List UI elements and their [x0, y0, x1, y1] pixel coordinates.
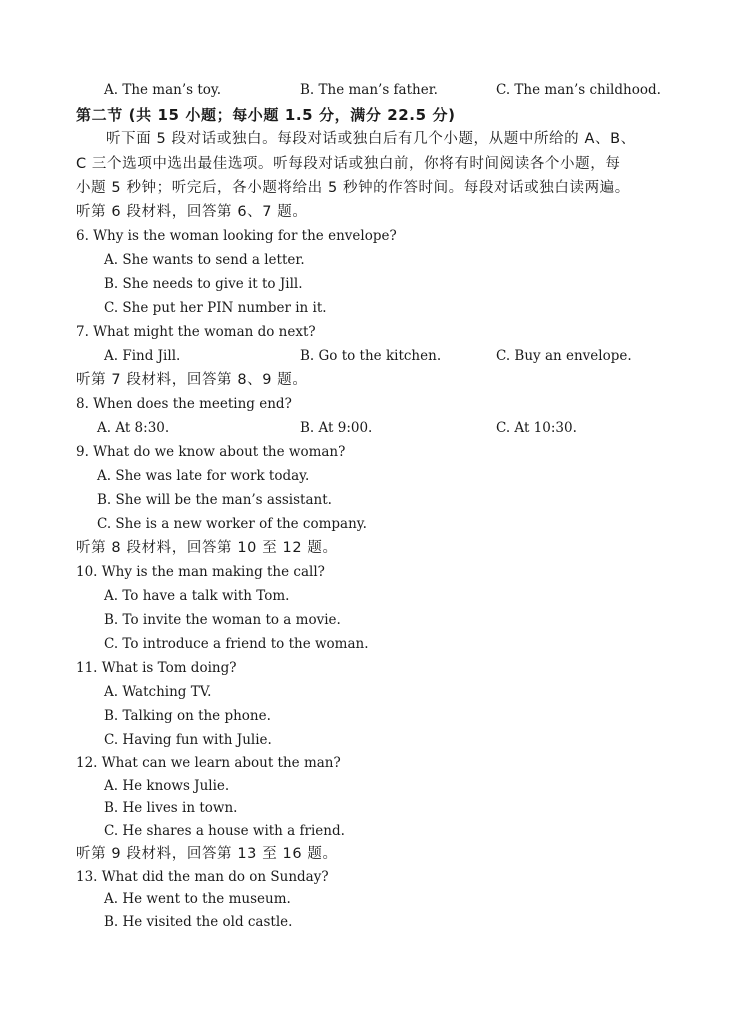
- question-9-option-c: C. She is a new worker of the company.: [97, 516, 367, 532]
- question-6-option-b: B. She needs to give it to Jill.: [104, 276, 303, 292]
- question-12: 12. What can we learn about the man?: [76, 755, 341, 771]
- instruction-line-2: C 三个选项中选出最佳选项。听每段对话或独白前，你将有时间阅读各个小题，每: [76, 156, 621, 172]
- group-7-intro: 听第 7 段材料，回答第 8、9 题。: [76, 372, 308, 388]
- question-7-option-a: A. Find Jill.: [104, 348, 181, 364]
- instruction-line-3: 小题 5 秒钟；听完后，各小题将给出 5 秒钟的作答时间。每段对话或独白读两遍。: [76, 180, 630, 196]
- question-8-option-c: C. At 10:30.: [496, 420, 577, 436]
- question-9-option-a: A. She was late for work today.: [97, 468, 310, 484]
- top-option-a: A. The man’s toy.: [104, 82, 222, 98]
- question-11-option-b: B. Talking on the phone.: [104, 708, 271, 724]
- question-11: 11. What is Tom doing?: [76, 660, 237, 676]
- question-8: 8. When does the meeting end?: [76, 396, 292, 412]
- question-6-option-c: C. She put her PIN number in it.: [104, 300, 327, 316]
- question-12-option-a: A. He knows Julie.: [104, 778, 230, 794]
- question-7-option-c: C. Buy an envelope.: [496, 348, 632, 364]
- question-10-option-a: A. To have a talk with Tom.: [104, 588, 290, 604]
- top-option-c: C. The man’s childhood.: [496, 82, 661, 98]
- group-8-intro: 听第 8 段材料，回答第 10 至 12 题。: [76, 540, 338, 556]
- question-12-option-b: B. He lives in town.: [104, 800, 238, 816]
- top-option-b: B. The man’s father.: [300, 82, 438, 98]
- question-9: 9. What do we know about the woman?: [76, 444, 346, 460]
- group-9-intro: 听第 9 段材料，回答第 13 至 16 题。: [76, 846, 338, 862]
- question-13-option-a: A. He went to the museum.: [104, 891, 291, 907]
- question-11-option-a: A. Watching TV.: [104, 684, 212, 700]
- question-12-option-c: C. He shares a house with a friend.: [104, 823, 345, 839]
- question-6-option-a: A. She wants to send a letter.: [104, 252, 305, 268]
- question-8-option-a: A. At 8:30.: [97, 420, 170, 436]
- question-6: 6. Why is the woman looking for the envelope?: [76, 228, 397, 244]
- group-6-intro: 听第 6 段材料，回答第 6、7 题。: [76, 204, 308, 220]
- question-10: 10. Why is the man making the call?: [76, 564, 325, 580]
- question-7-option-b: B. Go to the kitchen.: [300, 348, 442, 364]
- question-13-option-b: B. He visited the old castle.: [104, 914, 293, 930]
- question-7: 7. What might the woman do next?: [76, 324, 316, 340]
- question-10-option-c: C. To introduce a friend to the woman.: [104, 636, 369, 652]
- section-heading: 第二节 (共 15 小题；每小题 1.5 分，满分 22.5 分): [76, 106, 456, 124]
- instruction-line-1: 听下面 5 段对话或独白。每段对话或独白后有几个小题，从题中所给的 A、B、: [106, 131, 636, 147]
- question-9-option-b: B. She will be the man’s assistant.: [97, 492, 332, 508]
- question-10-option-b: B. To invite the woman to a movie.: [104, 612, 341, 628]
- question-8-option-b: B. At 9:00.: [300, 420, 373, 436]
- question-13: 13. What did the man do on Sunday?: [76, 869, 329, 885]
- question-11-option-c: C. Having fun with Julie.: [104, 732, 272, 748]
